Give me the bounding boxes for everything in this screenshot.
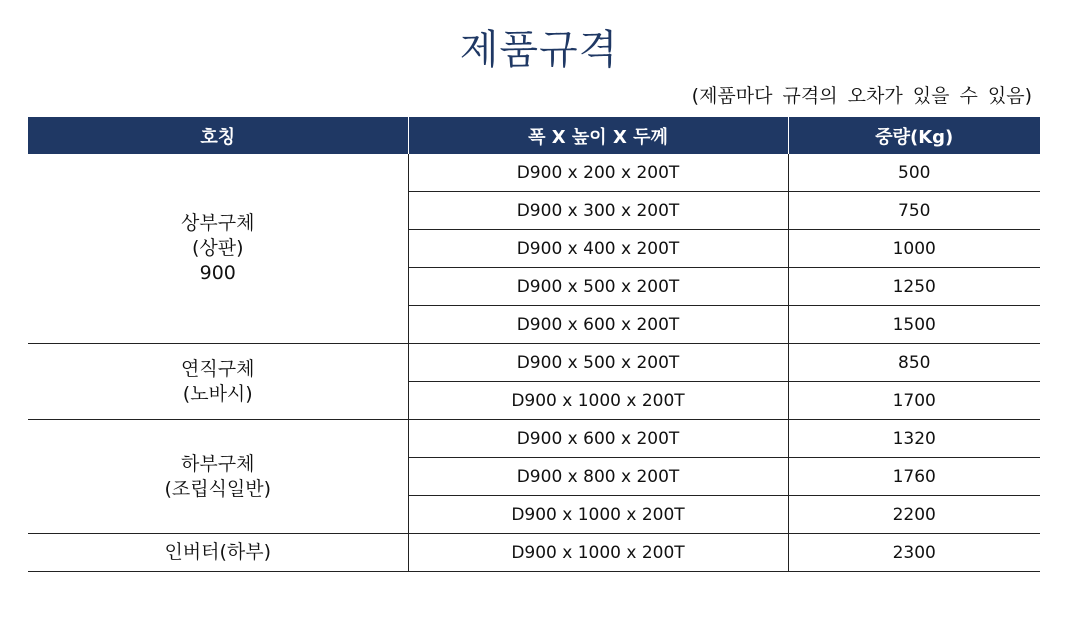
header-weight: 중량(Kg) [788, 117, 1040, 154]
group-name-line: 하부구체 [181, 452, 255, 475]
weight-cell: 1760 [788, 458, 1040, 496]
spec-table [28, 117, 1040, 572]
tolerance-note: (제품마다 규격의 오차가 있을 수 있음) [691, 85, 1032, 107]
size-cell: D900 x 1000 x 200T [408, 534, 788, 572]
group-name-line: (조립식일반) [164, 477, 272, 500]
weight-cell: 2300 [788, 534, 1040, 572]
group-name-cell [28, 534, 408, 572]
size-cell: D900 x 1000 x 200T [408, 382, 788, 420]
table-row [28, 344, 1040, 382]
weight-cell: 750 [788, 192, 1040, 230]
size-cell: D900 x 600 x 200T [408, 306, 788, 344]
group-name-cell [28, 154, 408, 344]
weight-cell: 850 [788, 344, 1040, 382]
header-row [28, 117, 1040, 154]
header-name: 호칭 [28, 117, 408, 154]
size-cell: D900 x 400 x 200T [408, 230, 788, 268]
table-row [28, 534, 1040, 572]
weight-cell: 1250 [788, 268, 1040, 306]
group-name-line: 상부구체 [181, 212, 255, 234]
size-cell: D900 x 200 x 200T [408, 154, 788, 192]
group-name-line: (상판) [191, 237, 244, 259]
table-row [28, 420, 1040, 458]
group-name-line: 900 [199, 262, 236, 284]
size-cell: D900 x 600 x 200T [408, 420, 788, 458]
group-name-cell [28, 344, 408, 420]
table-row [28, 154, 1040, 192]
page-title: 제품규격 [459, 27, 619, 73]
size-cell: D900 x 1000 x 200T [408, 496, 788, 534]
weight-cell: 1500 [788, 306, 1040, 344]
group-name-line: 인버터(하부) [164, 541, 272, 563]
weight-cell: 1700 [788, 382, 1040, 420]
weight-cell: 2200 [788, 496, 1040, 534]
group-name-line: (노바시) [182, 382, 253, 405]
group-name-line: 연직구체 [181, 357, 255, 380]
group-name-cell [28, 420, 408, 534]
size-cell: D900 x 500 x 200T [408, 344, 788, 382]
size-cell: D900 x 500 x 200T [408, 268, 788, 306]
size-cell: D900 x 300 x 200T [408, 192, 788, 230]
weight-cell: 1000 [788, 230, 1040, 268]
weight-cell: 500 [788, 154, 1040, 192]
header-size: 폭 X 높이 X 두께 [408, 117, 788, 154]
size-cell: D900 x 800 x 200T [408, 458, 788, 496]
weight-cell: 1320 [788, 420, 1040, 458]
